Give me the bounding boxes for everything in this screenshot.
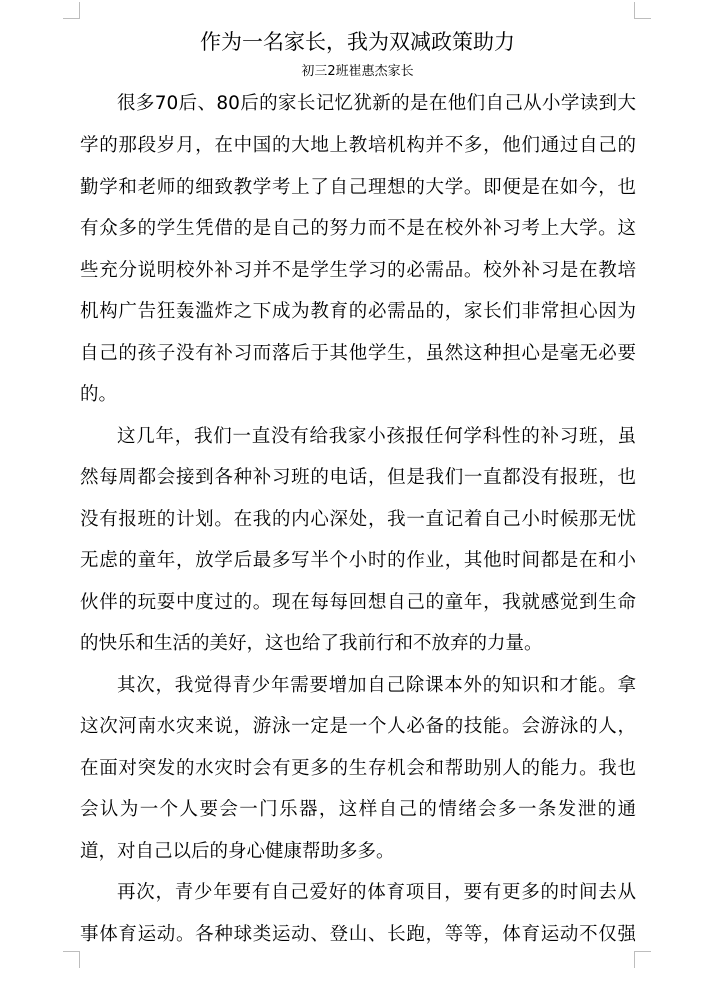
crop-mark-top-left <box>63 2 80 19</box>
text-line: 再次，青少年要有自己爱好的体育项目，要有更多的时间去从 <box>117 882 636 903</box>
text-line: 的。 <box>80 384 118 405</box>
text-line: 自己的孩子没有补习而落后于其他学生，虽然这种担心是毫无必要 <box>80 343 636 364</box>
text-line: 些充分说明校外补习并不是学生学习的必需品。校外补习是在教培 <box>80 260 636 281</box>
text-line: 在面对突发的水灾时会有更多的生存机会和帮助别人的能力。我也 <box>80 758 636 779</box>
text-line: 伙伴的玩耍中度过的。现在每每回想自己的童年，我就感觉到生命 <box>80 592 636 613</box>
text-line: 没有报班的计划。在我的内心深处，我一直记着自己小时候那无忧 <box>80 509 636 530</box>
text-line: 勤学和老师的细致教学考上了自己理想的大学。即便是在如今，也 <box>80 177 636 198</box>
text-line: 道，对自己以后的身心健康帮助多多。 <box>80 841 395 862</box>
text-line: 学的那段岁月，在中国的大地上教培机构并不多，他们通过自己的 <box>80 135 636 156</box>
text-line: 然每周都会接到各种补习班的电话，但是我们一直都没有报班，也 <box>80 467 636 488</box>
text-line: 这几年，我们一直没有给我家小孩报任何学科性的补习班，虽 <box>117 426 636 447</box>
text-line: 会认为一个人要会一门乐器，这样自己的情绪会多一条发泄的通 <box>80 799 636 820</box>
text-line: 的快乐和生活的美好，这也给了我前行和不放弃的力量。 <box>80 633 543 654</box>
text-line: 其次，我觉得青少年需要增加自己除课本外的知识和才能。拿 <box>117 675 636 696</box>
text-line: 机构广告狂轰滥炸之下成为教育的必需品的，家长们非常担心因为 <box>80 301 636 322</box>
text-line: 这次河南水灾来说，游泳一定是一个人必备的技能。会游泳的人， <box>80 716 636 737</box>
text-line: 很多70后、80后的家长记忆犹新的是在他们自己从小学读到大 <box>117 93 636 114</box>
crop-mark-bottom-left <box>63 951 80 968</box>
document-title: 作为一名家长，我为双减政策助力 <box>200 30 515 54</box>
crop-mark-top-right <box>634 2 651 19</box>
text-line: 无虑的童年，放学后最多写半个小时的作业，其他时间都是在和小 <box>80 550 636 571</box>
text-line: 有众多的学生凭借的是自己的努力而不是在校外补习考上大学。这 <box>80 218 636 239</box>
text-line: 事体育运动。各种球类运动、登山、长跑，等等，体育运动不仅强 <box>80 924 636 945</box>
crop-mark-bottom-right <box>634 951 651 968</box>
document-author: 初三2班崔惠杰家长 <box>301 64 414 79</box>
